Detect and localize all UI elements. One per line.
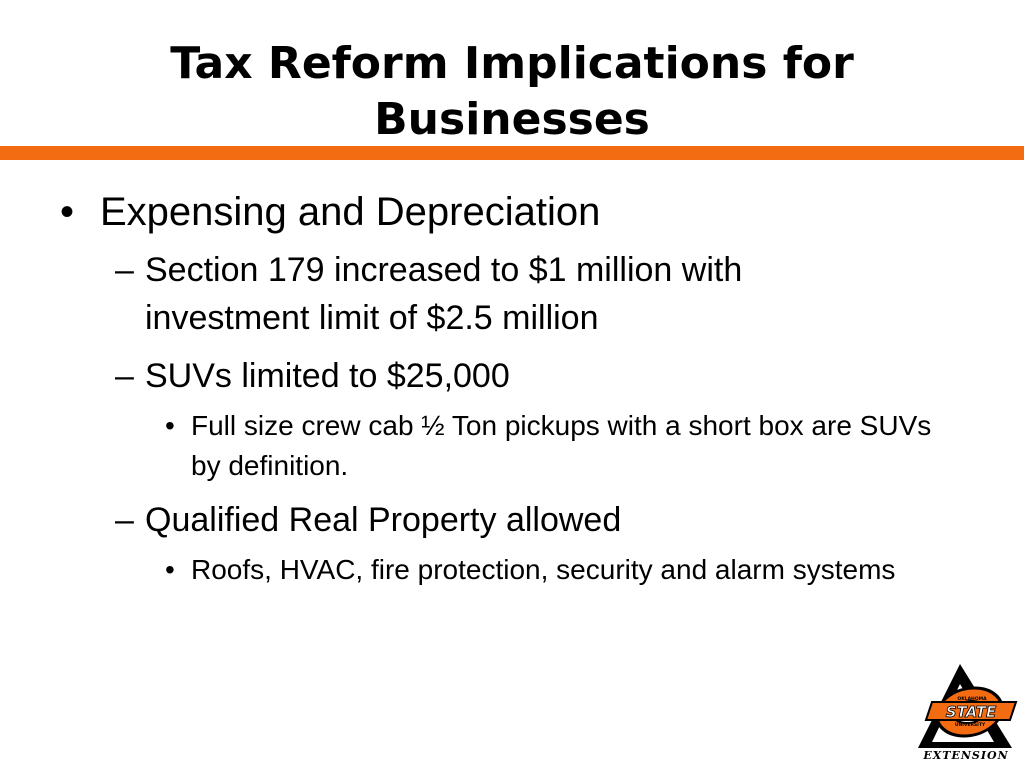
dash-marker: – [115,251,134,289]
bullet-list [0,188,1024,590]
dash-marker: – [115,501,134,539]
sub-sub-bullet-text-b: Ton pickups with a short box are SUVs by definition. [191,410,932,481]
bullet-text: Expensing and Depreciation [100,190,601,234]
osu-extension-logo [912,662,1022,762]
logo-extension-text: EXTENSION [923,749,1009,762]
bullet-expensing [0,188,1024,236]
logo-university-text: UNIVERSITY [954,723,986,728]
sub-sub-bullet-text-a: Full size crew cab ½ [191,410,445,441]
sub-bullet-section-179 [0,246,865,342]
title-divider [0,146,1024,160]
sub-bullet-text: Section 179 increased to $1 million with investment limit of $2.5 million [145,251,743,337]
dash-marker: – [115,357,134,395]
sub-bullet-text: Qualified Real Property allowed [145,501,622,539]
sub-bullet-suvs [0,352,865,400]
bullet-marker: • [165,554,175,585]
title-line-2: Businesses [374,94,650,145]
sub-sub-bullet-text: Roofs, HVAC, fire protection, security and alarm systems [191,554,896,585]
logo-oklahoma-text: OKLAHOMA [957,697,987,702]
bullet-marker: • [165,410,175,441]
sub-bullet-real-property [0,496,865,544]
bullet-marker: • [60,190,75,234]
sub-bullet-text: SUVs limited to $25,000 [145,357,510,395]
sub-sub-bullet-roofs [0,550,961,590]
title-line-1: Tax Reform Implications for [170,38,854,89]
logo-state-text: STATE [945,703,997,721]
slide-title [0,36,1024,148]
sub-sub-bullet-pickups [0,406,961,486]
